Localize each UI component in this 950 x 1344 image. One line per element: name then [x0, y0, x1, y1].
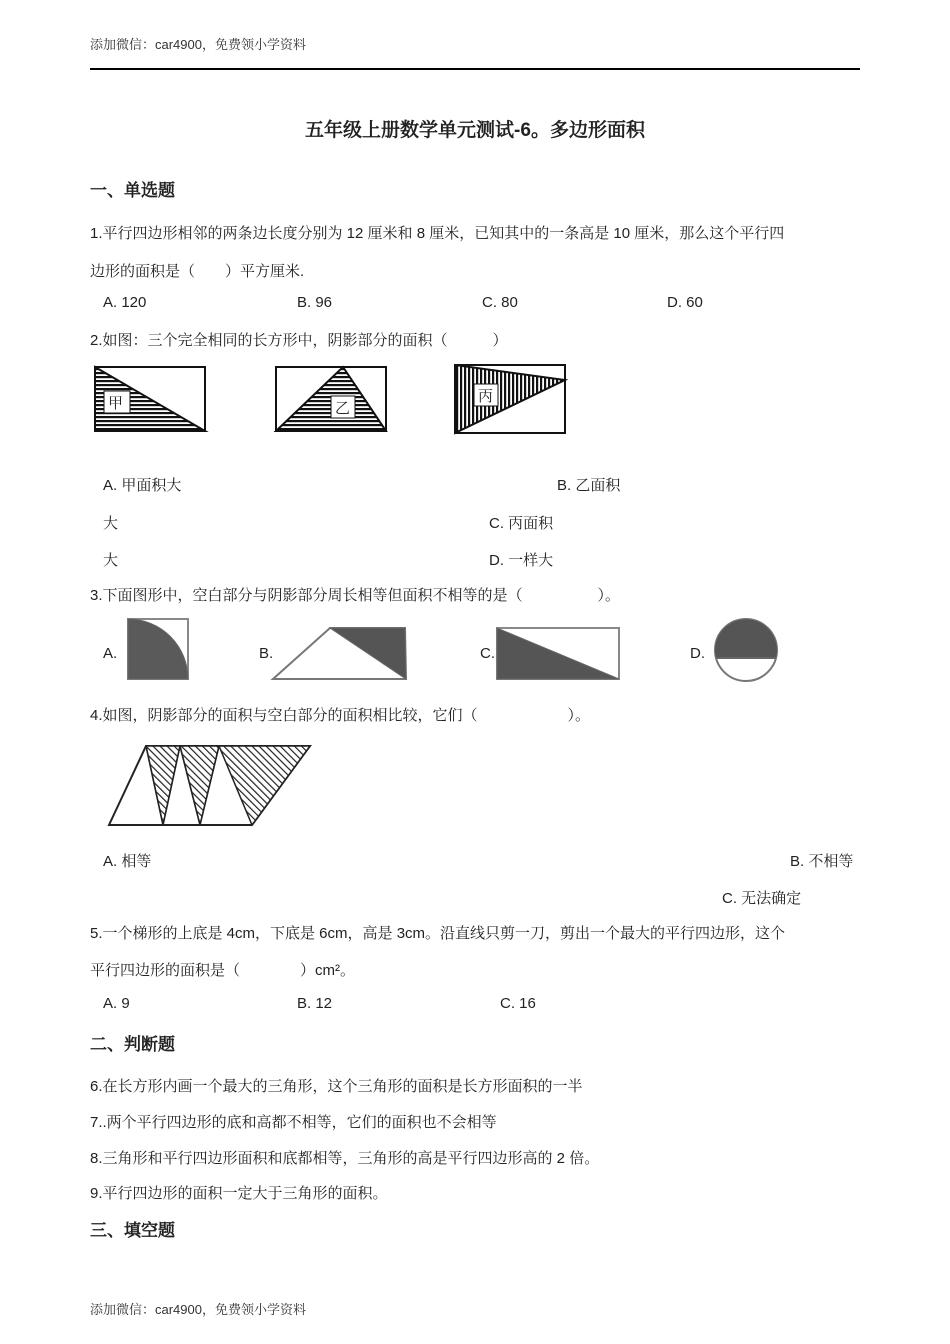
q2-option-b[interactable]: B. 乙面积	[557, 477, 621, 494]
q2-option-a[interactable]: A. 甲面积大	[103, 477, 182, 494]
question-2-text: 2.如图：三个完全相同的长方形中，阴影部分的面积（ ）	[90, 332, 508, 349]
q3-option-a[interactable]: A.	[103, 645, 118, 662]
q4-option-b[interactable]: B. 不相等	[790, 853, 854, 870]
judge-item-6: 6.在长方形内画一个最大的三角形，这个三角形的面积是长方形面积的一半	[90, 1078, 583, 1095]
q5-option-a[interactable]: A. 9	[103, 995, 130, 1012]
question-1-line-2: 边形的面积是（ ）平方厘米.	[90, 263, 305, 280]
section-heading-single-choice: 一、单选题	[90, 181, 175, 200]
q4-parallelogram	[109, 746, 310, 825]
q3-option-d[interactable]: D.	[690, 645, 705, 662]
judge-item-8: 8.三角形和平行四边形面积和底都相等，三角形的高是平行四边形高的 2 倍。	[90, 1150, 600, 1167]
q2-option-c-wrap: 大	[103, 552, 119, 569]
q5-option-b[interactable]: B. 12	[297, 995, 333, 1012]
q4-option-c[interactable]: C. 无法确定	[722, 890, 802, 907]
q1-option-a[interactable]: A. 120	[103, 294, 147, 311]
q1-option-c[interactable]: C. 80	[482, 294, 518, 311]
question-5-line-1: 5.一个梯形的上底是 4cm，下底是 6cm，高是 3cm。沿直线只剪一刀，剪出一个最大的平行四边形，这个	[90, 925, 786, 942]
q4-option-a[interactable]: A. 相等	[103, 853, 152, 870]
q3-option-b[interactable]: B.	[259, 645, 274, 662]
judge-item-7: 7..两个平行四边形的底和高都不相等，它们的面积也不会相等	[90, 1114, 497, 1131]
question-3-text: 3.下面图形中，空白部分与阴影部分周长相等但面积不相等的是（ ）。	[90, 587, 621, 604]
judge-item-9: 9.平行四边形的面积一定大于三角形的面积。	[90, 1185, 388, 1202]
q2-option-b-wrap: 大	[103, 515, 119, 532]
section-heading-true-false: 二、判断题	[90, 1035, 175, 1054]
question-5-line-2: 平行四边形的面积是（ ）cm²。	[90, 962, 355, 979]
q3-option-c[interactable]: C.	[480, 645, 495, 662]
question-4-text: 4.如图，阴影部分的面积与空白部分的面积相比较，它们（ ）。	[90, 707, 591, 724]
q2-option-d[interactable]: D. 一样大	[489, 552, 554, 569]
figure-label-jia: 甲	[108, 395, 124, 412]
page-title: 五年级上册数学单元测试-6。多边形面积	[305, 120, 645, 141]
q1-option-b[interactable]: B. 96	[297, 294, 333, 311]
q5-option-c[interactable]: C. 16	[500, 995, 536, 1012]
q1-option-d[interactable]: D. 60	[667, 294, 703, 311]
q2-option-c[interactable]: C. 丙面积	[489, 515, 554, 532]
figure-label-bing: 丙	[478, 388, 494, 405]
question-1-line-1: 1.平行四边形相邻的两条边长度分别为 12 厘米和 8 厘米，已知其中的一条高是 10 厘米，那么这个平行四	[90, 225, 785, 242]
figure-label-yi: 乙	[335, 400, 351, 417]
page-footer: 添加微信：car4900，免费领小学资料	[90, 1302, 306, 1317]
page-header: 添加微信：car4900，免费领小学资料	[90, 37, 306, 52]
section-heading-fill-in: 三、填空题	[90, 1221, 175, 1240]
